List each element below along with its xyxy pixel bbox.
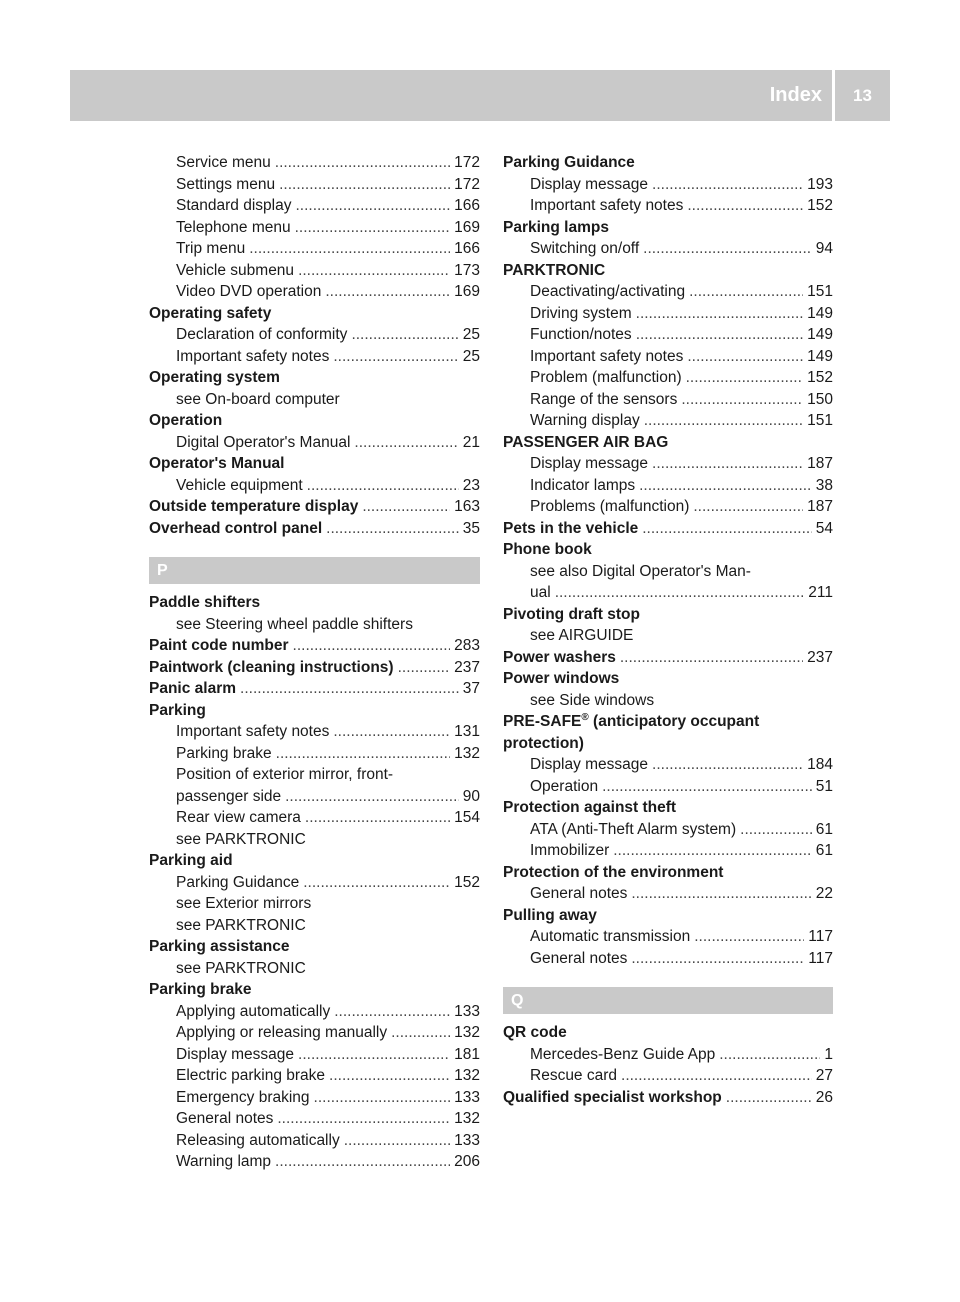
index-heading: Power windows (503, 670, 620, 687)
index-subentry[interactable]: Function/notes ..... 149 (503, 324, 833, 346)
index-subentry[interactable]: Display message ..... 184 (503, 754, 833, 776)
index-subentry[interactable]: Video DVD operation ..... 169 (149, 281, 480, 303)
index-subentry[interactable]: passenger side ..... 90 (149, 786, 480, 808)
index-subentry[interactable]: Rescue card ..... 27 (503, 1065, 833, 1087)
index-subentry[interactable]: Display message ..... 193 (503, 174, 833, 196)
see-reference[interactable]: see PARKTRONIC (176, 959, 306, 977)
index-subentry[interactable]: Driving system ..... 149 (503, 303, 833, 325)
see-reference[interactable]: see PARKTRONIC (176, 830, 306, 848)
index-subentry[interactable]: Digital Operator's Manual ..... 21 (149, 432, 480, 454)
index-heading: Operator's Manual (149, 455, 285, 472)
index-subentry[interactable]: Switching on/off ..... 94 (503, 238, 833, 260)
index-subentry[interactable]: Declaration of conformity ..... 25 (149, 324, 480, 346)
index-heading: Pivoting draft stop (503, 605, 640, 623)
see-reference: see also Digital Operator's Man- (530, 562, 751, 580)
index-heading: Parking (149, 701, 206, 719)
registered-mark: ® (581, 711, 589, 723)
letter-section-q: Q (503, 987, 833, 1014)
index-heading: Operating system (149, 369, 280, 386)
index-heading-cont: protection) (503, 734, 584, 752)
index-subentry[interactable]: Emergency braking ..... 133 (149, 1087, 480, 1109)
see-reference[interactable]: see Exterior mirrors (176, 895, 312, 912)
page-number: 13 (853, 85, 872, 105)
index-subentry[interactable]: Deactivating/activating ..... 151 (503, 281, 833, 303)
index-subentry[interactable]: Automatic transmission ..... 117 (503, 926, 833, 948)
index-subentry[interactable]: Warning display ..... 151 (503, 410, 833, 432)
index-subentry[interactable]: Important safety notes ..... 131 (149, 721, 480, 743)
index-heading: Pulling away (503, 906, 597, 924)
index-subentry[interactable]: Rear view camera ..... 154 (149, 807, 480, 829)
index-heading: Parking lamps (503, 218, 609, 236)
index-heading: Parking aid (149, 852, 233, 869)
index-entry[interactable]: Paint code number ..... 283 (149, 635, 480, 657)
index-subentry[interactable]: General notes ..... 132 (149, 1108, 480, 1130)
index-subentry[interactable]: General notes ..... 22 (503, 883, 833, 905)
see-reference[interactable]: see Steering wheel paddle shifters (176, 615, 413, 633)
index-subentry[interactable]: Telephone menu ..... 169 (149, 217, 480, 239)
index-subentry[interactable]: Operation ..... 51 (503, 776, 833, 798)
see-reference[interactable]: see Side windows (530, 691, 655, 709)
index-entry[interactable]: Outside temperature display ..... 163 (149, 496, 480, 518)
index-subentry[interactable]: Range of the sensors ..... 150 (503, 389, 833, 411)
index-heading: PASSENGER AIR BAG (503, 433, 669, 451)
index-heading: PRE-SAFE® (anticipatory occupant (503, 711, 760, 730)
index-subentry[interactable]: Immobilizer ..... 61 (503, 840, 833, 862)
index-heading: Parking Guidance (503, 154, 635, 171)
index-subentry[interactable]: Important safety notes ..... 149 (503, 346, 833, 368)
index-subentry[interactable]: General notes ..... 117 (503, 948, 833, 970)
index-subentry[interactable]: Important safety notes ..... 152 (503, 195, 833, 217)
index-column-right (503, 152, 833, 1108)
index-heading: Paddle shifters (149, 594, 261, 611)
index-entry[interactable]: Qualified specialist workshop ..... 26 (503, 1087, 833, 1109)
index-subentry[interactable]: Problems (malfunction) ..... 187 (503, 496, 833, 518)
index-subentry[interactable]: Applying or releasing manually ..... 132 (149, 1022, 480, 1044)
index-subentry[interactable]: Parking brake ..... 132 (149, 743, 480, 765)
index-subentry[interactable]: Display message ..... 187 (503, 453, 833, 475)
index-subentry[interactable]: Indicator lamps ..... 38 (503, 475, 833, 497)
letter-section-p: P (149, 557, 480, 584)
index-subentry[interactable]: ual ..... 211 (503, 582, 833, 604)
see-reference[interactable]: see AIRGUIDE (530, 627, 634, 644)
index-heading: QR code (503, 1024, 567, 1041)
index-heading: Phone book (503, 541, 592, 558)
index-column-left (149, 152, 480, 1173)
see-reference[interactable]: see PARKTRONIC (176, 916, 306, 934)
index-subentry[interactable]: Releasing automatically ..... 133 (149, 1130, 480, 1152)
see-reference[interactable]: see On-board computer (176, 390, 340, 408)
index-subentry[interactable]: Settings menu ..... 172 (149, 174, 480, 196)
index-subentry[interactable]: Mercedes-Benz Guide App ..... 1 (503, 1044, 833, 1066)
index-subentry[interactable]: Vehicle submenu ..... 173 (149, 260, 480, 282)
index-subentry[interactable]: Warning lamp ..... 206 (149, 1151, 480, 1173)
index-subentry[interactable]: Standard display ..... 166 (149, 195, 480, 217)
index-subentry[interactable]: Applying automatically ..... 133 (149, 1001, 480, 1023)
index-heading: Parking assistance (149, 938, 290, 955)
index-heading: Operation (149, 412, 223, 429)
index-subentry[interactable]: Trip menu ..... 166 (149, 238, 480, 260)
index-subentry[interactable]: Vehicle equipment ..... 23 (149, 475, 480, 497)
index-subentry[interactable]: ATA (Anti-Theft Alarm system) ..... 61 (503, 819, 833, 841)
index-subentry[interactable]: Problem (malfunction) ..... 152 (503, 367, 833, 389)
index-subentry[interactable]: Electric parking brake ..... 132 (149, 1065, 480, 1087)
index-heading: Parking brake (149, 981, 252, 998)
index-subentry-text: Position of exterior mirror, front- (176, 766, 394, 783)
index-entry[interactable]: Pets in the vehicle ..... 54 (503, 518, 833, 540)
index-heading: Operating safety (149, 304, 272, 322)
index-heading: Protection against theft (503, 799, 677, 816)
index-subentry[interactable]: Parking Guidance ..... 152 (149, 872, 480, 894)
index-entry[interactable]: Power washers ..... 237 (503, 647, 833, 669)
index-heading: Protection of the environment (503, 863, 724, 881)
index-subentry[interactable]: Service menu ..... 172 (149, 152, 480, 174)
section-title: Index (769, 84, 822, 106)
index-entry[interactable]: Overhead control panel ..... 35 (149, 518, 480, 540)
index-subentry[interactable]: Display message ..... 181 (149, 1044, 480, 1066)
index-heading: PARKTRONIC (503, 261, 606, 279)
index-subentry[interactable]: Important safety notes ..... 25 (149, 346, 480, 368)
index-entry[interactable]: Panic alarm ..... 37 (149, 678, 480, 700)
index-entry[interactable]: Paintwork (cleaning instructions) ..... 237 (149, 657, 480, 679)
